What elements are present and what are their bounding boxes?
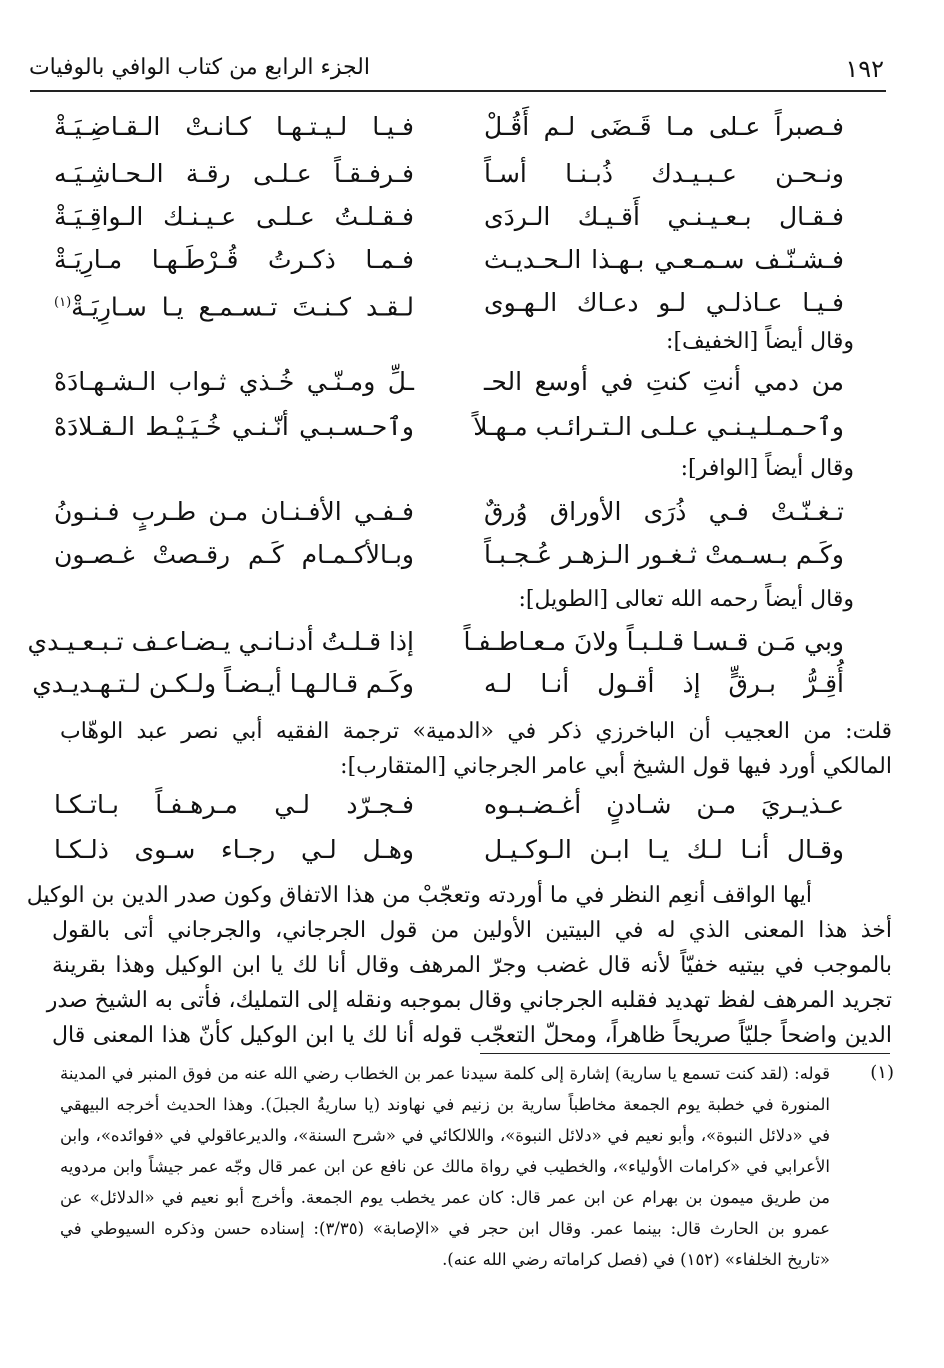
page-number: ١٩٢	[845, 55, 884, 83]
prose-line: بالموجب في بيتيه خفيّاً لأنه قال غضب وجرّ المرهف وقال أنا لك يا ابن الوكيل وهذا بقرينة	[52, 953, 892, 978]
verse-first-hemistich: فـصبراً عـلى مـا قَـضَى لـم أَقُـلْ	[484, 112, 844, 141]
footnote-line: عمرو بن الحارث قال: بينما عمر. وقال ابن حجر في «الإصابة» (٣/٣٥): إسناده حسن وذكره السيوطي في	[60, 1219, 830, 1238]
prose-line: المالكي أورد فيها قول الشيخ أبي عامر الجرجاني [المتقارب]:	[340, 754, 892, 779]
verse	[54, 240, 844, 280]
verse	[32, 664, 844, 704]
verse	[54, 283, 844, 323]
footnote-line: الأعرابي في «كرامات الأولياء»، والخطيب في رواة مالك عن نافع عن ابن عمر قال وجّه عمر جيشاً وابن مردويه	[60, 1157, 830, 1176]
prose-line: تجريد المرهف لفظ تهديد فقلبه الجرجاني وقال بموجبه ونقله إلى التمليك، فأتى به الشيخ صدر	[46, 988, 892, 1013]
footnote-rule	[480, 1053, 890, 1054]
verse	[27, 622, 844, 662]
verse-second-hemistich: فـفـي الأفـنـان مـن طـربٍ فـنـونُ	[54, 497, 414, 526]
verse-second-hemistich: فـيـا لـيـتـهـا كـانـتْ الـقـاضِـيَـةْ	[54, 112, 414, 141]
verse-second-hemistich: ـلِّ ومـنّـي خُـذي ثـواب الـشـهـادَهْ	[54, 367, 414, 396]
verse	[54, 535, 844, 575]
footnote-line: في «دلائل النبوة»، وأبو نعيم في «دلائل النبوة»، واللالكائي في «شرح السنة»، والديرعاقولي في «فوائده»، وابن	[60, 1126, 830, 1145]
running-header: الجزء الرابع من كتاب الوافي بالوفيات	[28, 55, 370, 80]
verse-second-hemistich: فـجـرّد لـي مـرهـفـاً بـاتـكـا	[54, 790, 414, 819]
meter-intro: وقال أيضاً [الخفيف]:	[666, 329, 854, 354]
verse-first-hemistich: فـشـنّـف سـمـعـي بـهـذا الـحـديـث	[484, 245, 844, 274]
verse-first-hemistich: تـغـنّـتْ فـي ذُرَى الأوراق وُرقٌ	[484, 497, 844, 526]
verse-first-hemistich: عـذيـريَ مـن شـادنٍ أغـضـبـوه	[484, 790, 844, 819]
verse-first-hemistich: وكَـم بـسـمتْ ثـغـور الـزهـر عُـجـبـاً	[484, 540, 844, 569]
verse-first-hemistich: ونـحـن عـبـيـدك ذُبـنـا أسـاً	[484, 159, 844, 188]
verse-second-hemistich: وٱحـسـبـي أنّـنـي خُـيَـيْـط الـقـلادَهْ	[54, 412, 414, 441]
verse	[54, 830, 844, 870]
verse-first-hemistich: وبي مَـن قـسـا قـلـبـاً ولانَ مـعـاطـفـاً	[463, 627, 844, 656]
verse-first-hemistich: فـقـال بـعـيـنـي أَقـيـك الـردَى	[484, 202, 844, 231]
verse	[54, 197, 844, 237]
footnote-line: قوله: (لقد كنت تسمع يا سارية) إشارة إلى كلمة سيدنا عمر بن الخطاب رضي الله عنه من فوق المنبر في المدينة	[60, 1064, 830, 1083]
verse-second-hemistich: وكَـم قـالـهـا أيـضـاً ولـكـن لـتـهـديـدي	[32, 669, 414, 698]
verse-second-hemistich: فـرفـقـاً عـلـى رقـة الـحـاشِـيَـه	[54, 159, 414, 188]
verse	[54, 107, 844, 147]
verse	[54, 407, 844, 447]
verse	[54, 154, 844, 194]
verse-second-hemistich: وبـالأكـمـام كَـم رقـصتْ غـصـون	[54, 540, 414, 569]
verse-first-hemistich: من دمي أنتِ كنتِ في أوسع الحـ	[484, 367, 844, 396]
meter-intro: وقال أيضاً رحمه الله تعالى [الطويل]:	[518, 587, 854, 612]
prose-line: قلت: من العجيب أن الباخرزي ذكر في «الدمية» ترجمة الفقيه أبي نصر عبد الوهّاب	[60, 719, 893, 744]
meter-intro: وقال أيضاً [الوافر]:	[680, 456, 854, 481]
verse-second-hemistich: إذا قـلـتُ أدنـانـي يـضـاعـف تـبـعـيـدي	[27, 627, 414, 656]
verse-second-hemistich: لـقـد كـنـتَ تـسـمـع يـا سـارِيَـةْ$^{(١)}$	[54, 292, 414, 322]
verse-first-hemistich: وقـال أنـا لـك يـا ابـن الـوكـيـل	[484, 835, 844, 864]
verse-first-hemistich: فـيـا عـاذلـي لـو دعـاك الـهـوى	[484, 288, 844, 317]
prose-line: أخذ هذا المعنى الذي له في البيتين الأولين من قول الجرجاني، والجرجاني أتى بالقول	[52, 918, 892, 943]
footnote-line: «تاريخ الخلفاء» (١٥٢) في (فصل كراماته رضي الله عنه).	[442, 1250, 830, 1269]
verse-first-hemistich: أُقِـرُّ بـرقٍّ إذ أقـول أنـا لـه	[484, 669, 844, 698]
footnote-number: (١)	[870, 1062, 894, 1083]
verse	[54, 492, 844, 532]
verse	[54, 785, 844, 825]
verse	[54, 362, 844, 402]
verse-second-hemistich: وهـل لـي رجـاء سـوى ذلـكـا	[54, 835, 414, 864]
footnote-line: من طريق ميمون بن بهرام عن ابن عمر قال: كان عمر يخطب يوم الجمعة. وأخرج أبو نعيم في «الدلائل» عن	[60, 1188, 830, 1207]
verse-second-hemistich: فـقـلـتُ عـلـى عـيـنـك الـواقِـيَـةْ	[54, 202, 414, 231]
footnote-line: المنورة في خطبة يوم الجمعة مخاطباً سارية بن زنيم في نهاوند (يا ساريةُ الجبلَ). وهذا الحديث أخرجه البيهقي	[60, 1095, 830, 1114]
verse-second-hemistich: فـمـا ذكـرتُ قُـرْطَـهـا مـارِيَـةْ	[54, 245, 414, 274]
footnote-marker: (١)	[54, 295, 72, 310]
prose-line: أيها الواقف أنعِم النظر في ما أوردته وتعجّبْ من هذا الاتفاق وكون صدر الدين بن الوكيل	[26, 883, 812, 908]
verse-first-hemistich: وٱحـمـلـيـنـي عـلـى الـتـرائـب مـهـلاً	[473, 412, 844, 441]
header-rule	[30, 90, 886, 92]
prose-line: الدين واضحاً جليّاً صريحاً ظاهراً، ومحلّ التعجّب قوله أنا لك يا ابن الوكيل كأنّ هذا المعنى قال	[52, 1023, 892, 1048]
